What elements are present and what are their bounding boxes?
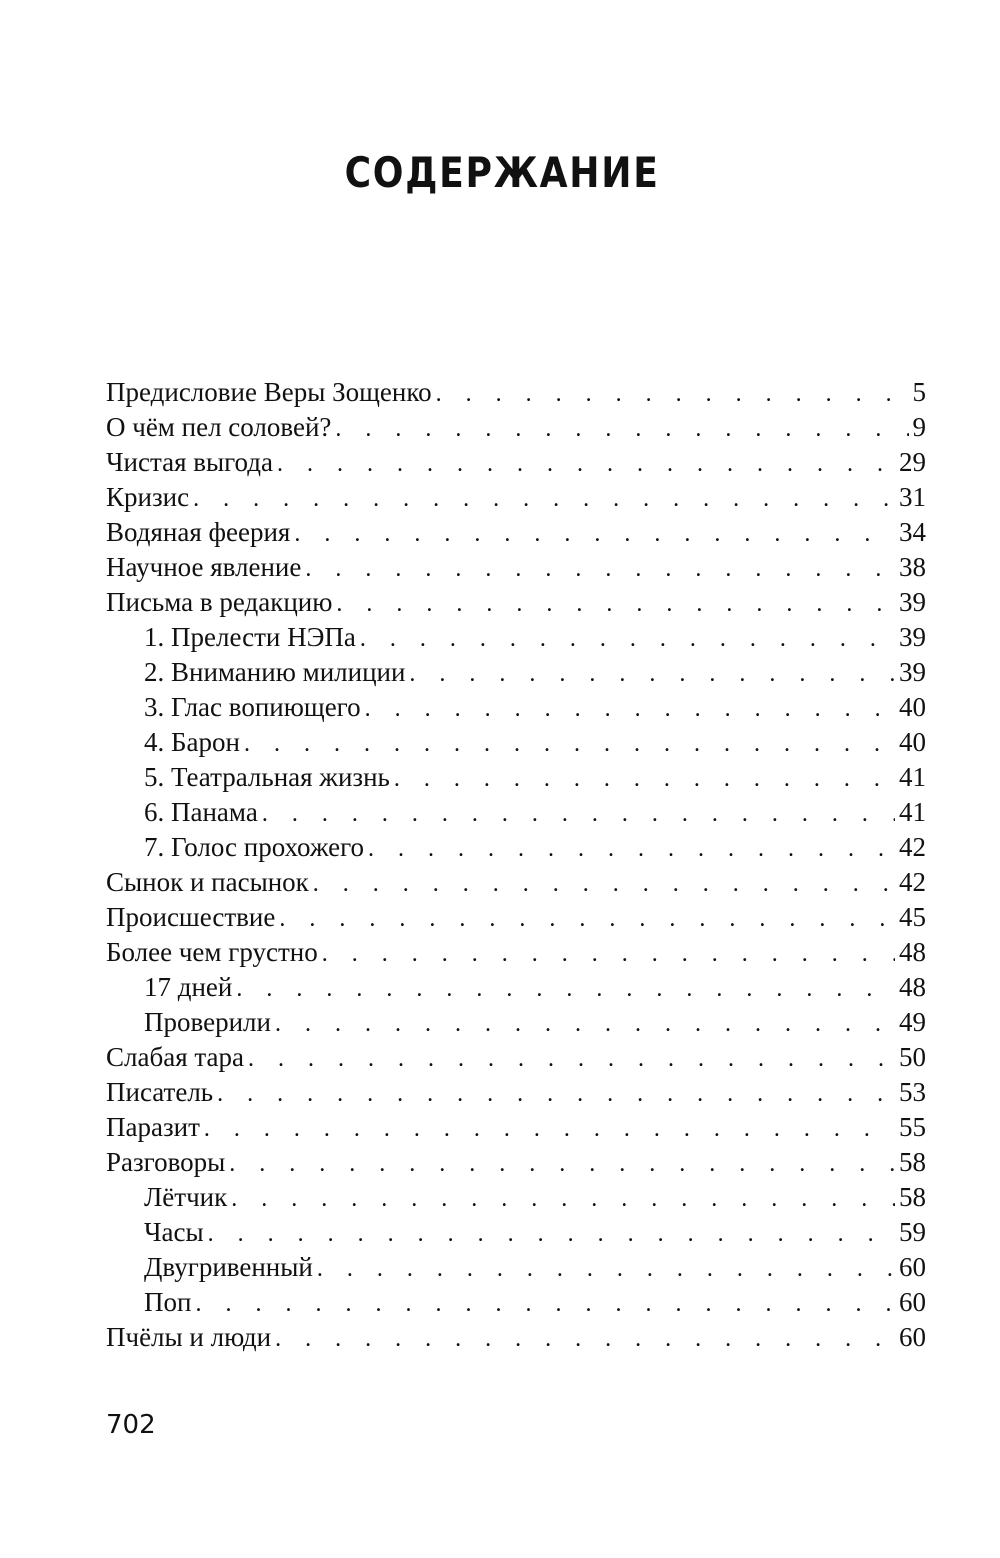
toc-entry-page: 41 [899,797,926,827]
dot-leader [409,657,895,692]
dot-leader [336,587,895,622]
toc-entry-page: 60 [899,1252,926,1282]
dot-leader [313,867,895,902]
toc-entry-title: Научное явление [106,552,302,582]
toc-entry-title: 17 дней [144,972,233,1002]
toc-entry-title: Разговоры [106,1147,226,1177]
toc-entry-title: 7. Голос прохожего [144,832,365,862]
dot-leader [394,762,895,797]
toc-entry-title: Чистая выгода [106,447,273,477]
toc-entry-title: 6. Панама [144,797,258,827]
toc-entry-title: Писатель [106,1077,214,1107]
toc-subentry [106,655,926,690]
page-number: 702 [106,1410,156,1440]
toc-subentry [106,1180,926,1215]
toc-entry-page: 39 [899,587,926,617]
toc-entry [106,865,926,900]
toc-entry [106,1110,926,1145]
toc-entry-title: Проверили [144,1007,271,1037]
toc-entry-page: 5 [912,377,926,407]
toc-subentry [106,830,926,865]
toc-entry-page: 49 [899,1007,926,1037]
toc-entry-title: Поп [144,1287,192,1317]
dot-leader [277,447,895,482]
toc-entry-title: О чём пел соловей? [106,412,332,442]
toc-entry-title: 5. Театральная жизнь [144,762,390,792]
dot-leader [229,1147,895,1182]
toc-entry-page: 9 [912,412,926,442]
toc-entry [106,515,926,550]
toc-entry [106,585,926,620]
toc-entry [106,480,926,515]
toc-entry-page: 53 [899,1077,926,1107]
dot-leader [279,902,895,937]
toc-entry-title: 4. Барон [144,727,240,757]
dot-leader [365,692,895,727]
toc-entry-page: 60 [899,1322,926,1352]
toc-entry-title: Происшествие [106,902,276,932]
dot-leader [217,1077,895,1112]
dot-leader [322,937,895,972]
dot-leader [262,797,895,832]
toc-entry-title: Часы [144,1217,204,1247]
toc-entry [106,410,926,445]
toc-entry-title: 3. Глас вопиющего [144,692,361,722]
dot-leader [231,1182,895,1217]
toc-entry-page: 42 [899,867,926,897]
dot-leader [208,1217,895,1252]
toc-subentry [106,1250,926,1285]
toc-entry-page: 58 [899,1182,926,1212]
toc-entry-title: 1. Прелести НЭПа [144,622,356,652]
toc-entry [106,1145,926,1180]
dot-leader [360,622,895,657]
toc-entry-page: 59 [899,1217,926,1247]
toc-entry [106,935,926,970]
toc-entry-page: 42 [899,832,926,862]
toc-entry-page: 41 [899,762,926,792]
toc-entry [106,1075,926,1110]
toc-subentry [106,1285,926,1320]
dot-leader [436,377,909,412]
toc-entry-title: Двугривенный [144,1252,313,1282]
toc-entry-page: 50 [899,1042,926,1072]
dot-leader [195,1287,895,1322]
toc-entry-page: 45 [899,902,926,932]
toc-entry-page: 55 [899,1112,926,1142]
toc-entry-page: 40 [899,692,926,722]
toc-entry [106,900,926,935]
toc-entry-title: Письма в редакцию [106,587,333,617]
toc-entry-title: Сынок и пасынок [106,867,309,897]
dot-leader [368,832,895,867]
toc-entry-page: 48 [899,972,926,1002]
toc-entry-page: 58 [899,1147,926,1177]
toc-entry [106,375,926,410]
toc-entry [106,1040,926,1075]
toc-subentry [106,795,926,830]
toc-entry-title: Водяная феерия [106,517,291,547]
toc-subentry [106,760,926,795]
dot-leader [275,1322,895,1357]
dot-leader [305,552,895,587]
toc-entry-page: 48 [899,937,926,967]
toc-entry-title: Слабая тара [106,1042,244,1072]
toc-entry [106,445,926,480]
toc-entry-title: Паразит [106,1112,200,1142]
toc-subentry [106,970,926,1005]
dot-leader [193,482,895,517]
toc-subentry [106,1005,926,1040]
toc-entry [106,1320,926,1355]
toc-entry-title: Более чем грустно [106,937,318,967]
toc-entry-title: Лётчик [144,1182,228,1212]
toc-entry-title: Кризис [106,482,190,512]
toc-entry-page: 40 [899,727,926,757]
toc-subentry [106,725,926,760]
dot-leader [236,972,895,1007]
table-of-contents [106,375,926,1355]
dot-leader [335,412,908,447]
toc-entry-page: 39 [899,622,926,652]
toc-entry-page: 31 [899,482,926,512]
toc-entry-page: 39 [899,657,926,687]
toc-subentry [106,1215,926,1250]
toc-entry-page: 29 [899,447,926,477]
dot-leader [204,1112,895,1147]
dot-leader [244,727,895,762]
toc-entry-page: 34 [899,517,926,547]
dot-leader [317,1252,895,1287]
toc-entry-page: 38 [899,552,926,582]
toc-subentry [106,690,926,725]
toc-subentry [106,620,926,655]
dot-leader [275,1007,895,1042]
toc-entry-title: Предисловие Веры Зощенко [106,377,432,407]
page-title: СОДЕРЖАНИЕ [344,148,660,197]
toc-entry [106,550,926,585]
toc-entry-page: 60 [899,1287,926,1317]
dot-leader [248,1042,895,1077]
dot-leader [294,517,895,552]
toc-entry-title: 2. Вниманию милиции [144,657,406,687]
toc-entry-title: Пчёлы и люди [106,1322,272,1352]
